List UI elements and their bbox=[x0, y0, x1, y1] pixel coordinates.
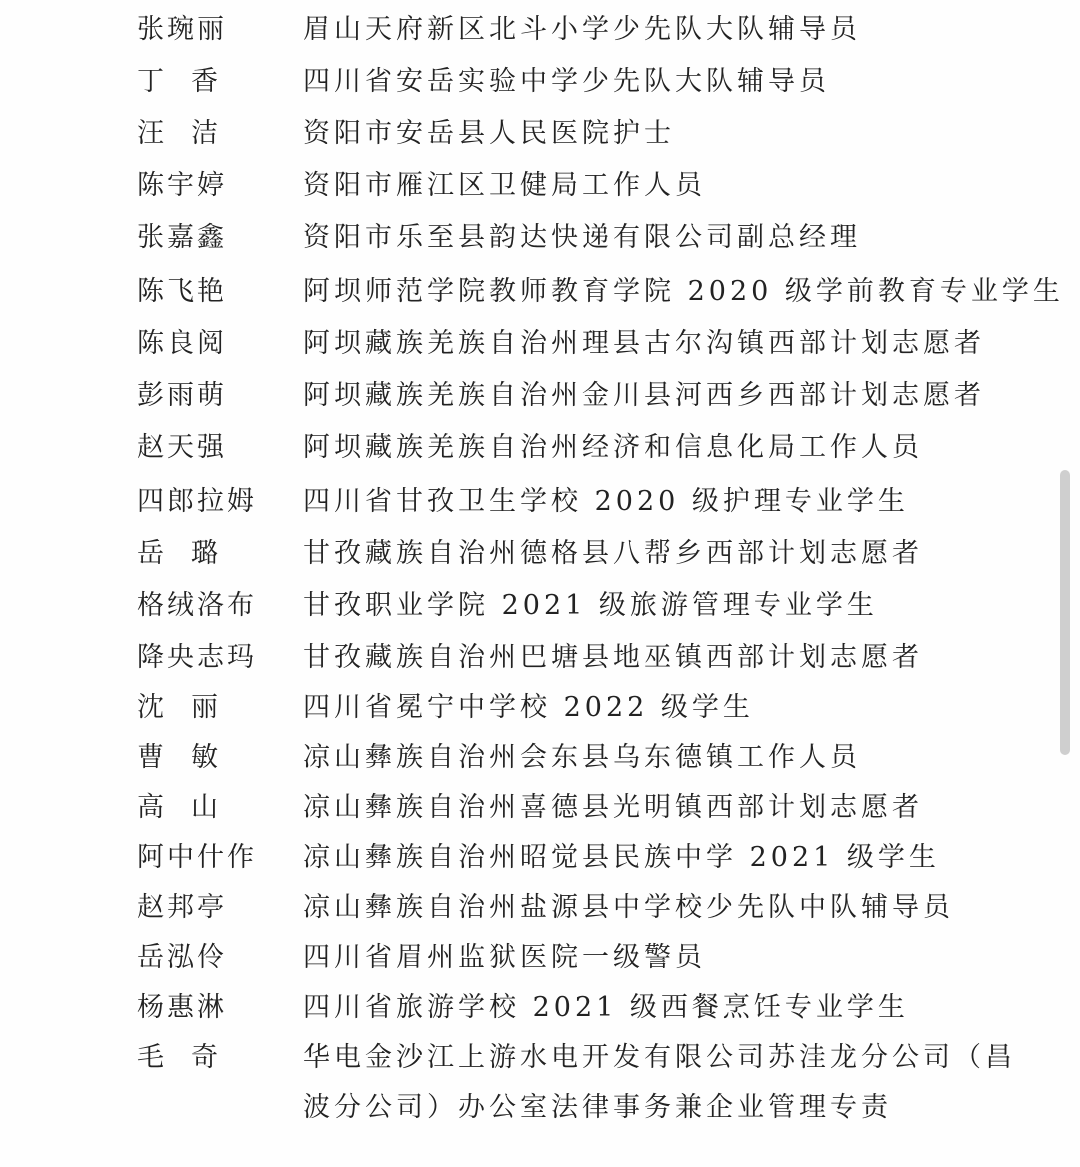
list-item bbox=[0, 318, 1060, 370]
person-name: 阿中什作 bbox=[137, 842, 257, 873]
person-description: 华电金沙江上游水电开发有限公司苏洼龙分公司（昌 bbox=[303, 1042, 1016, 1073]
person-description: 资阳市乐至县韵达快递有限公司副总经理 bbox=[303, 222, 861, 253]
person-description: 四川省眉州监狱医院一级警员 bbox=[303, 942, 706, 973]
list-item bbox=[0, 782, 1060, 834]
list-item bbox=[0, 632, 1060, 684]
person-name: 张嘉鑫 bbox=[137, 222, 227, 253]
person-description: 阿坝师范学院教师教育学院 2020 级学前教育专业学生 bbox=[303, 276, 1064, 307]
list-item bbox=[0, 882, 1060, 934]
person-description: 甘孜藏族自治州德格县八帮乡西部计划志愿者 bbox=[303, 538, 923, 569]
person-name: 赵天强 bbox=[137, 432, 227, 463]
person-name: 岳 璐 bbox=[137, 538, 218, 569]
person-description: 眉山天府新区北斗小学少先队大队辅导员 bbox=[303, 14, 861, 45]
person-name: 高 山 bbox=[137, 792, 218, 823]
person-description: 阿坝藏族羌族自治州金川县河西乡西部计划志愿者 bbox=[303, 380, 985, 411]
person-description: 四川省冕宁中学校 2022 级学生 bbox=[303, 692, 754, 723]
person-name: 降央志玛 bbox=[137, 642, 257, 673]
person-name: 陈良阅 bbox=[137, 328, 227, 359]
list-item bbox=[0, 732, 1060, 784]
person-name: 格绒洛布 bbox=[137, 590, 257, 621]
person-description-continued: 波分公司）办公室法律事务兼企业管理专责 bbox=[303, 1092, 892, 1123]
person-description: 凉山彝族自治州会东县乌东德镇工作人员 bbox=[303, 742, 861, 773]
person-name: 沈 丽 bbox=[137, 692, 218, 723]
list-item bbox=[0, 4, 1060, 56]
person-description: 阿坝藏族羌族自治州经济和信息化局工作人员 bbox=[303, 432, 923, 463]
person-description: 阿坝藏族羌族自治州理县古尔沟镇西部计划志愿者 bbox=[303, 328, 985, 359]
list-item bbox=[0, 160, 1060, 212]
list-item bbox=[0, 56, 1060, 108]
person-name: 曹 敏 bbox=[137, 742, 218, 773]
list-item bbox=[0, 832, 1060, 884]
person-description: 甘孜职业学院 2021 级旅游管理专业学生 bbox=[303, 590, 878, 621]
person-description: 甘孜藏族自治州巴塘县地巫镇西部计划志愿者 bbox=[303, 642, 923, 673]
person-name: 岳泓伶 bbox=[137, 942, 227, 973]
person-name: 张琬丽 bbox=[137, 14, 227, 45]
person-description: 凉山彝族自治州喜德县光明镇西部计划志愿者 bbox=[303, 792, 923, 823]
person-name: 毛 奇 bbox=[137, 1042, 218, 1073]
person-description: 资阳市安岳县人民医院护士 bbox=[303, 118, 675, 149]
list-item bbox=[0, 476, 1060, 528]
person-name: 四郎拉姆 bbox=[137, 486, 257, 517]
person-name: 赵邦亭 bbox=[137, 892, 227, 923]
list-item bbox=[0, 422, 1060, 474]
person-description: 四川省安岳实验中学少先队大队辅导员 bbox=[303, 66, 830, 97]
person-description: 四川省甘孜卫生学校 2020 级护理专业学生 bbox=[303, 486, 909, 517]
person-name: 彭雨萌 bbox=[137, 380, 227, 411]
list-item bbox=[0, 370, 1060, 422]
person-name: 杨惠淋 bbox=[137, 992, 227, 1023]
person-name: 陈飞艳 bbox=[137, 276, 227, 307]
person-name: 丁 香 bbox=[137, 66, 218, 97]
person-name: 陈宇婷 bbox=[137, 170, 227, 201]
person-description: 资阳市雁江区卫健局工作人员 bbox=[303, 170, 706, 201]
list-item bbox=[0, 212, 1060, 264]
person-name: 汪 洁 bbox=[137, 118, 218, 149]
person-description: 四川省旅游学校 2021 级西餐烹饪专业学生 bbox=[303, 992, 909, 1023]
list-item bbox=[0, 528, 1060, 580]
list-item bbox=[0, 932, 1060, 984]
list-item bbox=[0, 580, 1060, 632]
person-description: 凉山彝族自治州盐源县中学校少先队中队辅导员 bbox=[303, 892, 954, 923]
list-item bbox=[0, 266, 1064, 318]
list-item bbox=[0, 1032, 1060, 1123]
list-item bbox=[0, 682, 1060, 734]
list-item bbox=[0, 108, 1060, 160]
person-description: 凉山彝族自治州昭觉县民族中学 2021 级学生 bbox=[303, 842, 940, 873]
scrollbar-thumb[interactable] bbox=[1060, 470, 1070, 755]
list-item bbox=[0, 982, 1060, 1034]
